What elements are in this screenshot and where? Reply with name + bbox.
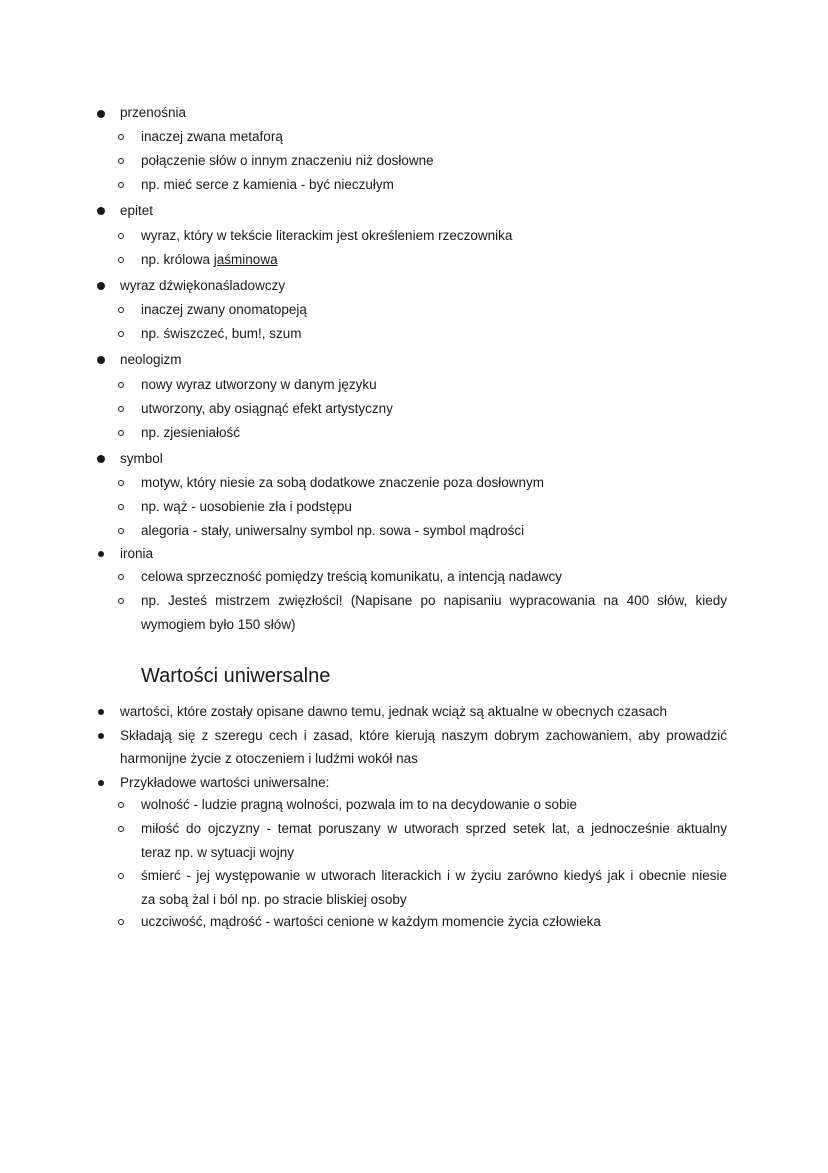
list-item	[141, 251, 278, 269]
term-neologizm: neologizm	[120, 352, 182, 367]
bullet-icon	[97, 356, 105, 364]
list-item-continuation: harmonijne życie z otoczeniem i ludźmi wokół nas	[120, 751, 418, 766]
sub-bullet-icon	[118, 873, 124, 879]
list-item: np. świszczeć, bum!, szum	[141, 326, 302, 341]
list-item: inaczej zwana metaforą	[141, 129, 283, 144]
section-heading: Wartości uniwersalne	[141, 665, 331, 687]
list-item: np. wąż - uosobienie zła i podstępu	[141, 499, 352, 514]
sub-bullet-icon	[118, 406, 124, 412]
bullet-icon	[97, 455, 105, 463]
list-item-continuation: teraz np. w sytuacji wojny	[141, 845, 295, 860]
sub-bullet-icon	[118, 331, 124, 337]
list-item: Przykładowe wartości uniwersalne:	[120, 775, 330, 790]
list-item-continuation: wymogiem było 150 słów)	[141, 617, 296, 632]
sub-bullet-icon	[118, 480, 124, 486]
list-item: alegoria - stały, uniwersalny symbol np. sowa - symbol mądrości	[141, 523, 525, 538]
list-item-continuation: za sobą żal i ból np. po stracie bliskiej osoby	[141, 892, 407, 907]
term-przenosnia: przenośnia	[120, 105, 187, 120]
list-item: np. zjesieniałość	[141, 425, 241, 440]
list-item: uczciwość, mądrość - wartości cenione w każdym momencie życia człowieka	[141, 914, 601, 929]
term-ironia: ironia	[120, 546, 154, 561]
list-item: Składają się z szeregu cech i zasad, które kierują naszym dobrym zachowaniem, aby prowadzić	[120, 728, 727, 743]
sub-bullet-icon	[118, 430, 124, 436]
sub-bullet-icon	[118, 598, 124, 604]
sub-bullet-icon	[118, 826, 124, 832]
list-item-text: np. królowa	[141, 252, 214, 267]
bullet-icon	[98, 733, 104, 739]
list-item: motyw, który niesie za sobą dodatkowe znaczenie poza dosłownym	[141, 475, 544, 490]
bullet-icon	[97, 282, 105, 290]
sub-bullet-icon	[118, 233, 124, 239]
sub-bullet-icon	[118, 504, 124, 510]
bullet-icon	[98, 709, 104, 715]
sub-bullet-icon	[118, 574, 124, 580]
bullet-icon	[97, 110, 105, 118]
list-item: wyraz, który w tekście literackim jest określeniem rzeczownika	[141, 228, 513, 243]
list-item: nowy wyraz utworzony w danym języku	[141, 377, 377, 392]
sub-bullet-icon	[118, 802, 124, 808]
sub-bullet-icon	[118, 528, 124, 534]
term-onomatopeja: wyraz dźwiękonaśladowczy	[120, 278, 286, 293]
sub-bullet-icon	[118, 134, 124, 140]
bullet-icon	[97, 207, 105, 215]
list-item: wartości, które zostały opisane dawno temu, jednak wciąż są aktualne w obecnych czasach	[120, 704, 668, 719]
list-item: śmierć - jej występowanie w utworach literackich i w życiu zarówno kiedyś jak i obecnie niesie	[141, 868, 727, 883]
sub-bullet-icon	[118, 307, 124, 313]
bullet-icon	[98, 780, 104, 786]
list-item: utworzony, aby osiągnąć efekt artystyczny	[141, 401, 393, 416]
list-item: np. Jesteś mistrzem zwięzłości! (Napisane po napisaniu wypracowania na 400 słów, kiedy	[141, 593, 727, 608]
term-symbol: symbol	[120, 451, 163, 466]
list-item: celowa sprzeczność pomiędzy treścią komunikatu, a intencją nadawcy	[141, 569, 562, 584]
sub-bullet-icon	[118, 919, 124, 925]
list-item: inaczej zwany onomatopeją	[141, 302, 307, 317]
sub-bullet-icon	[118, 182, 124, 188]
sub-bullet-icon	[118, 257, 124, 263]
sub-bullet-icon	[118, 382, 124, 388]
sub-bullet-icon	[118, 158, 124, 164]
underlined-word: jaśminowa	[213, 252, 278, 267]
list-item: wolność - ludzie pragną wolności, pozwala im to na decydowanie o sobie	[141, 797, 577, 812]
term-epitet: epitet	[120, 203, 154, 218]
list-item: połączenie słów o innym znaczeniu niż dosłowne	[141, 153, 434, 168]
bullet-icon	[98, 551, 104, 557]
list-item: np. mieć serce z kamienia - być nieczułym	[141, 177, 394, 192]
list-item: miłość do ojczyzny - temat poruszany w utworach sprzed setek lat, a jednocześnie aktualny	[141, 821, 727, 836]
